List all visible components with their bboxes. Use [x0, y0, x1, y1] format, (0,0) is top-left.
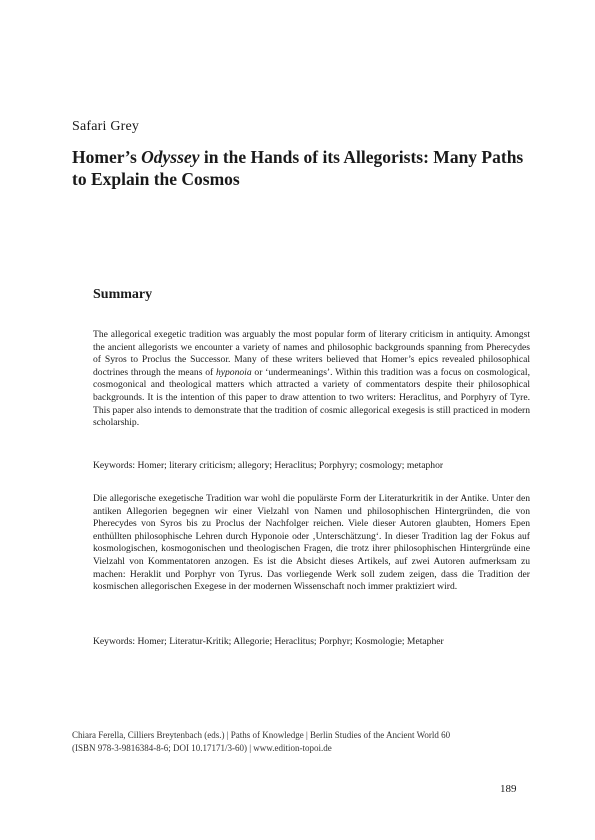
- page-number: 189: [500, 783, 517, 795]
- abstract-en-text-2: or ‘undermeanings’. Within this tradition was a focus on cosmological, cosmogonical and theological matters which attracted a variety of commentators despite their philosophical backgrounds. It is the intention of this paper to draw attention to two writers: Heraclitus, and Porphyry of Tyre. This paper also intends to demonstrate that the tradition of cosmic allegorical exegesis is still practiced in modern scholarship.: [93, 366, 530, 429]
- footer-line-1: Chiara Ferella, Cilliers Breytenbach (eds.) | Paths of Knowledge | Berlin Studies of the Ancient World 60: [72, 730, 451, 740]
- footer-line-2: (ISBN 978-3-9816384-8-6; DOI 10.17171/3-60) | www.edition-topoi.de: [72, 742, 332, 753]
- publication-footer: [72, 729, 542, 754]
- summary-heading: Summary: [93, 287, 153, 302]
- article-title: [72, 146, 532, 190]
- abstract-en-text-1: The allegorical exegetic tradition was arguably the most popular form of literary criticism in antiquity. Amongst the ancient allegorists we encounter a variety of names and philosophic backgrounds spanning from Pherecydes of Syros to Proclus the Successor. Many of these writers believed that Homer’s epics revealed philosophical doctrines through the means of: [93, 329, 530, 378]
- title-italic-odyssey: Odyssey: [141, 147, 200, 167]
- abstract-german: Die allegorische exegetische Tradition war wohl die populärste Form der Literaturkritik in der Antike. Unter den antiken Allegorien begegnen wir einer Vielzahl von Namen und philosophischen Hintergründen, die von Pherecydes von Syros bis zu Proclus der Nachfolger reichen. Viele dieser Autoren glaubten, Homers Epen enthüllten philosophische Lehren durch Hyponoie oder ‚Unterschätzung‘. In dieser Tradition lag der Fokus auf kosmologischen, kosmogonischen und theologischen Fragen, die trotz ihrer philosophischen Hintergründe eine Vielzahl von Kommentatoren anzogen. Es ist die Absicht dieses Artikels, auf zwei Autoren aufmerksam zu machen: Heraklit und Porphyr von Tyrus. Das vorliegende Werk soll zudem zeigen, dass die Tradition der kosmischen allegorischen Exegese in der modernen Wissenschaft noch immer praktiziert wird.: [93, 493, 530, 593]
- abstract-en-italic: hyponoia: [215, 366, 252, 378]
- title-part-1: Homer’s: [72, 147, 142, 167]
- abstract-english: [93, 329, 530, 430]
- title-part-2: in the Hands of its Allegorists: Many Paths to Explain the Cosmos: [72, 147, 524, 189]
- author-name: Safari Grey: [72, 119, 140, 134]
- keywords-english: Keywords: Homer; literary criticism; allegory; Heraclitus; Porphyry; cosmology; metaphor: [93, 460, 444, 471]
- keywords-german: Keywords: Homer; Literatur-Kritik; Allegorie; Heraclitus; Porphyr; Kosmologie; Metapher: [93, 636, 444, 647]
